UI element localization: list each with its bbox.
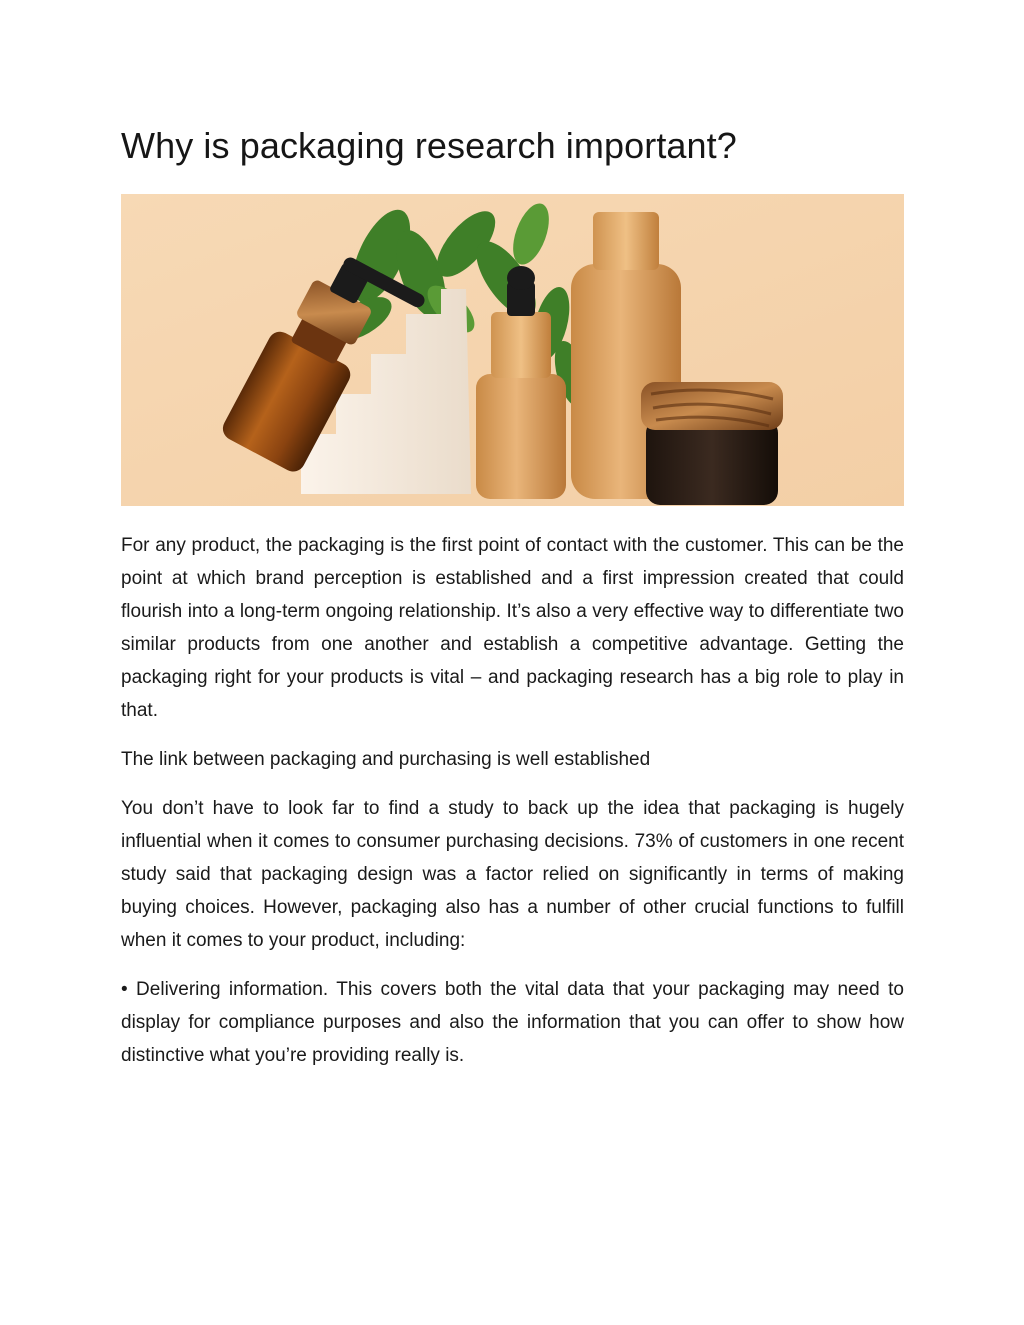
intro-paragraph: For any product, the packaging is the first point of contact with the customer. This can be the point at which brand perception is established and a first impression created that could flourish into a long-term ongoing relationship. It’s also a very effective way to differentiate two similar products from one another and establish a competitive advantage. Getting the packaging right for your products is vital – and packaging research has a big role to play in that. [121, 535, 904, 721]
bullet-paragraph: • Delivering information. This covers both the vital data that your packaging may need to display for compliance purposes and also the information that you can offer to show how distinctive what you’re providing really is. [121, 979, 904, 1066]
section-subheading: The link between packaging and purchasing is well established [121, 749, 651, 770]
page-title: Why is packaging research important? [121, 125, 737, 166]
article-body [121, 529, 904, 1088]
study-paragraph: You don’t have to look far to find a study to back up the idea that packaging is hugely influential when it comes to consumer purchasing decisions. 73% of customers in one recent study said that packaging design was a factor relied on significantly in terms of making buying choices. However, packaging also has a number of other crucial functions to fulfill when it comes to your product, including: [121, 798, 904, 951]
product-photo [121, 194, 904, 506]
